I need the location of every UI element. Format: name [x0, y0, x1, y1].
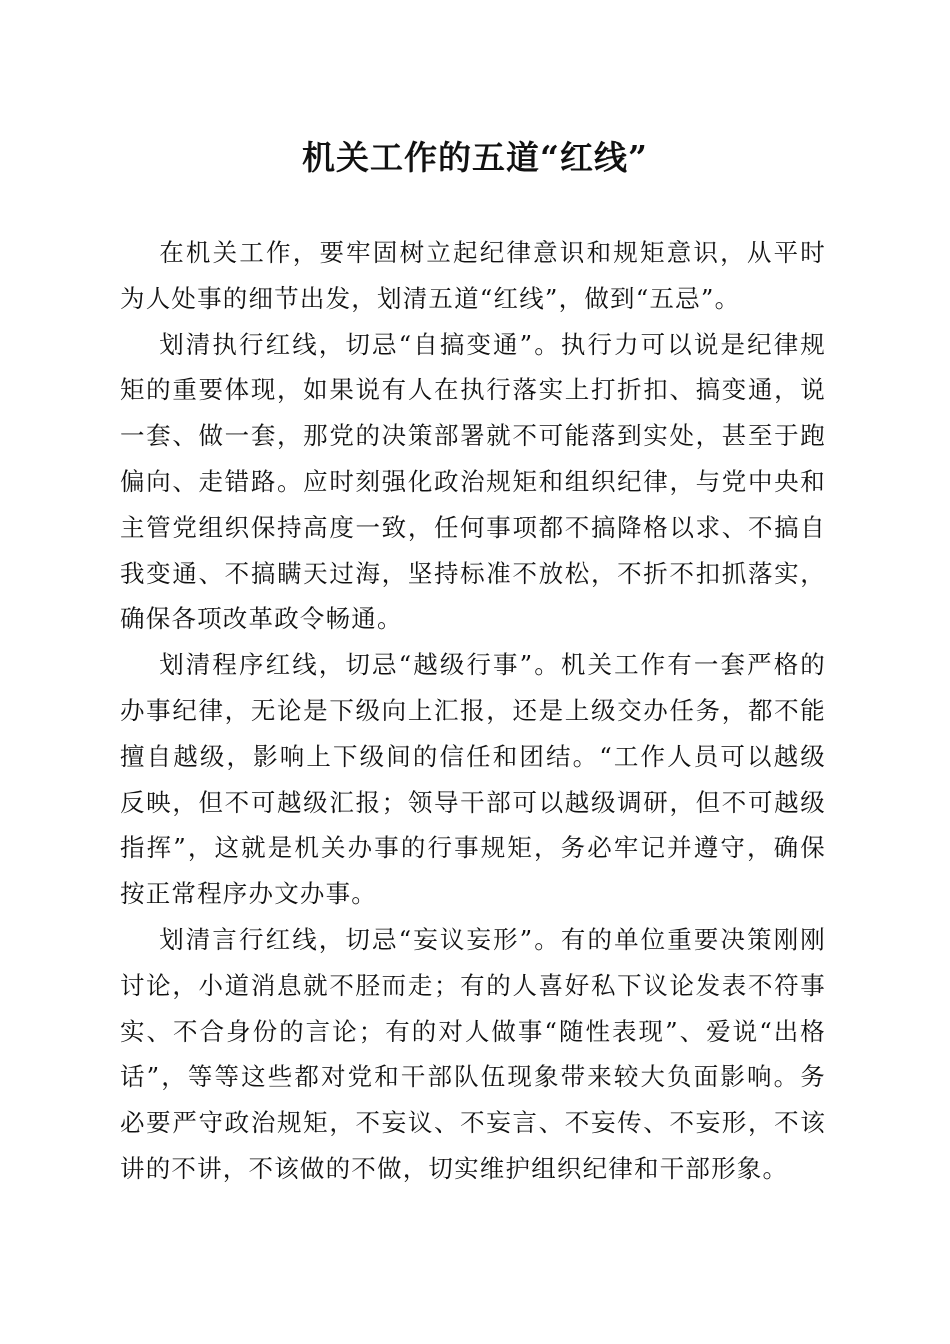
paragraph-execution-redline: 划清执行红线，切忌“自搞变通”。执行力可以说是纪律规矩的重要体现，如果说有人在执行落实上打折扣、搞变通，说一套、做一套，那党的决策部署就不可能落到实处，甚至于跑偏向、走错路。应时刻强化政治规矩和组织纪律，与党中央和主管党组织保持高度一致，任何事项都不搞降格以求、不搞自我变通、不搞瞒天过海，坚持标准不放松，不折不扣抓落实，确保各项改革政令畅通。 — [120, 329, 826, 634]
paragraph-procedure-redline: 划清程序红线，切忌“越级行事”。机关工作有一套严格的办事纪律，无论是下级向上汇报，还是上级交办任务，都不能擅自越级，影响上下级间的信任和团结。“工作人员可以越级反映，但不可越级汇报；领导干部可以越级调研，但不可越级指挥”，这就是机关办事的行事规矩，务必牢记并遵守，确保按正常程序办文办事。 — [120, 650, 826, 909]
document-body — [120, 230, 826, 1192]
document-title: 机关工作的五道“红线” — [302, 138, 648, 177]
paragraph-speech-conduct-redline: 划清言行红线，切忌“妄议妄形”。有的单位重要决策刚刚讨论，小道消息就不胫而走；有的人喜好私下议论发表不符事实、不合身份的言论；有的对人做事“随性表现”、爱说“出格话”，等等这些都对党和干部队伍现象带来较大负面影响。务必要严守政治规矩，不妄议、不妄言、不妄传、不妄形，不该讲的不讲，不该做的不做，切实维护组织纪律和干部形象。 — [120, 924, 826, 1183]
paragraph-intro: 在机关工作，要牢固树立起纪律意识和规矩意识，从平时为人处事的细节出发，划清五道“红线”，做到“五忌”。 — [120, 238, 826, 313]
